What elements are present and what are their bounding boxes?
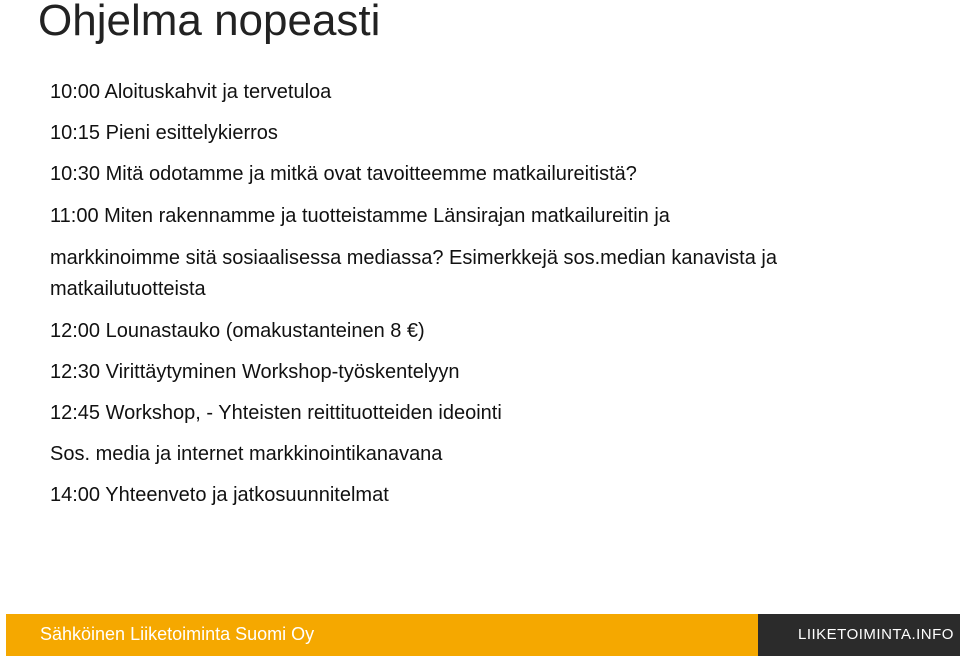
agenda-item: 10:30 Mitä odotamme ja mitkä ovat tavoitteemme matkailureitistä? [50,163,637,185]
slide-title: Ohjelma nopeasti [38,0,381,45]
footer-company-name: Sähköinen Liiketoiminta Suomi Oy [40,624,315,644]
footer-bar [0,614,960,656]
agenda-item: 10:00 Aloituskahvit ja tervetuloa [50,81,332,103]
agenda-item: 12:30 Virittäytyminen Workshop-työskentelyyn [50,361,460,383]
agenda-item: 12:45 Workshop, - Yhteisten reittituotteiden ideointi [50,402,502,424]
agenda-item: 11:00 Miten rakennamme ja tuotteistamme Länsirajan matkailureitin ja [50,205,670,227]
agenda-item: 14:00 Yhteenveto ja jatkosuunnitelmat [50,484,389,506]
footer-company-band [6,614,758,656]
agenda-item: 10:15 Pieni esittelykierros [50,122,278,144]
agenda-item: markkinoimme sitä sosiaalisessa mediassa? Esimerkkejä sos.median kanavista ja [50,247,777,269]
footer-site-band [758,614,960,656]
footer-site-logo: LIIKETOIMINTA.INFO [798,626,954,643]
agenda-item: matkailutuotteista [50,278,206,300]
agenda-item: 12:00 Lounastauko (omakustanteinen 8 €) [50,320,425,342]
agenda-item: Sos. media ja internet markkinointikanavana [50,443,443,465]
